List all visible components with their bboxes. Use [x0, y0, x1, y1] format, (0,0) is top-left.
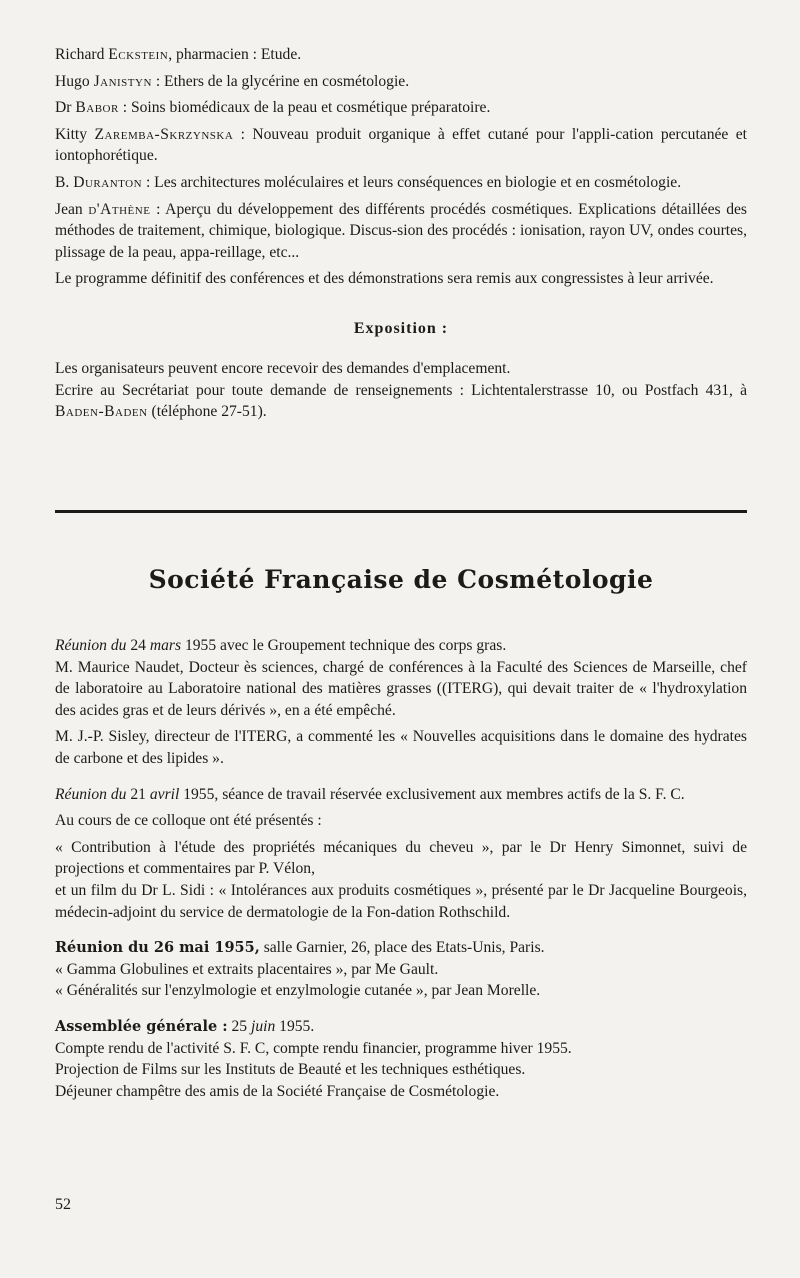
- meeting-march-sisley: M. J.-P. Sisley, directeur de l'ITERG, a commenté les « Nouvelles acquisitions dans le domaine des hydrates de carbone et des lipides ».: [55, 728, 747, 767]
- meeting-april: [55, 784, 747, 924]
- exposition-line-1: Les organisateurs peuvent encore recevoir des demandes d'emplacement.: [55, 359, 511, 377]
- sfc-heading: Société Française de Cosmétologie: [148, 565, 654, 594]
- program-note: Le programme définitif des conférences et des démonstrations sera remis aux congressistes à leur arrivée.: [55, 270, 714, 288]
- assembly-lunch: Déjeuner champêtre des amis de la Société Française de Cosmétologie.: [55, 1082, 500, 1100]
- speaker-babor: Dr Babor : Soins biomédicaux de la peau et cosmétique préparatoire.: [55, 99, 491, 117]
- meeting-april-talk-1: « Contribution à l'étude des propriétés mécaniques du cheveu », par le Dr Henry Simonnet, suivi de projections et commentaires par P. Vélon,: [55, 838, 747, 878]
- speaker-dathene: Jean d'Athène : Aperçu du développement des différents procédés cosmétiques. Explications détaillées des méthodes de traitement, chimique, biologique. Discus-sion des procédés : ionisation, rayon UV, ondes courtes, plissage de la peau, appa-reillage, etc...: [55, 200, 748, 261]
- meeting-march-intro: Réunion du 24 mars 1955 avec le Groupement technique des corps gras.: [55, 637, 507, 654]
- assembly-films: Projection de Films sur les Instituts de Beauté et les techniques esthétiques.: [55, 1061, 526, 1079]
- meeting-may: [55, 937, 747, 1002]
- speaker-duranton: B. Duranton : Les architectures moléculaires et leurs conséquences en biologie et en cosmétologie.: [55, 173, 682, 191]
- meeting-march: [55, 635, 747, 770]
- exposition-heading: Exposition :: [353, 319, 449, 337]
- page-number: 52: [55, 1196, 71, 1213]
- speaker-zaremba: Kitty Zaremba-Skrzynska : Nouveau produit organique à effet cutané pour l'appli-cation percutanée et iontophorétique.: [55, 125, 747, 165]
- meeting-march-naudet: M. Maurice Naudet, Docteur ès sciences, chargé de conférences à la Faculté des Sciences de Marseille, chef de laboratoire au Laboratoire national des matières grasses ((ITERG), qui devait traiter de « l'hydroxylation des acides gras et de leurs dérivés », en a été empêché.: [55, 658, 747, 719]
- section-divider: [55, 510, 747, 513]
- general-assembly: [55, 1016, 747, 1102]
- meeting-may-talk-2: « Généralités sur l'enzylmologie et enzylmologie cutanée », par Jean Morelle.: [55, 982, 541, 1000]
- speaker-eckstein: Richard Eckstein, pharmacien : Etude.: [55, 46, 302, 63]
- meeting-may-talk-1: « Gamma Globulines et extraits placentaires », par Me Gault.: [55, 960, 439, 978]
- sfc-section: [55, 635, 747, 1102]
- meeting-april-film: et un film du Dr L. Sidi : « Intolérances aux produits cosmétiques », présenté par le Dr Jacqueline Bourgeois, médecin-adjoint du service de dermatologie de la Fon-dation Rothschild.: [55, 881, 747, 921]
- meeting-april-intro: Réunion du 21 avril 1955, séance de travail réservée exclusivement aux membres actifs de la S. F. C.: [55, 785, 685, 803]
- speaker-janistyn: Hugo Janistyn : Ethers de la glycérine en cosmétologie.: [55, 72, 410, 90]
- assembly-report: Compte rendu de l'activité S. F. C, compte rendu financier, programme hiver 1955.: [55, 1039, 572, 1057]
- meeting-april-colloque: Au cours de ce colloque ont été présentés :: [55, 812, 322, 830]
- top-section: [55, 44, 747, 423]
- exposition-line-2: Ecrire au Secrétariat pour toute demande de renseignements : Lichtentalerstrasse 10, ou Postfach 431, à Baden-Baden (téléphone 27-51).: [55, 381, 747, 421]
- assembly-intro: Assemblée générale : 25 juin 1955.: [55, 1017, 315, 1035]
- meeting-may-intro: Réunion du 26 mai 1955, salle Garnier, 26, place des Etats-Unis, Paris.: [55, 939, 545, 957]
